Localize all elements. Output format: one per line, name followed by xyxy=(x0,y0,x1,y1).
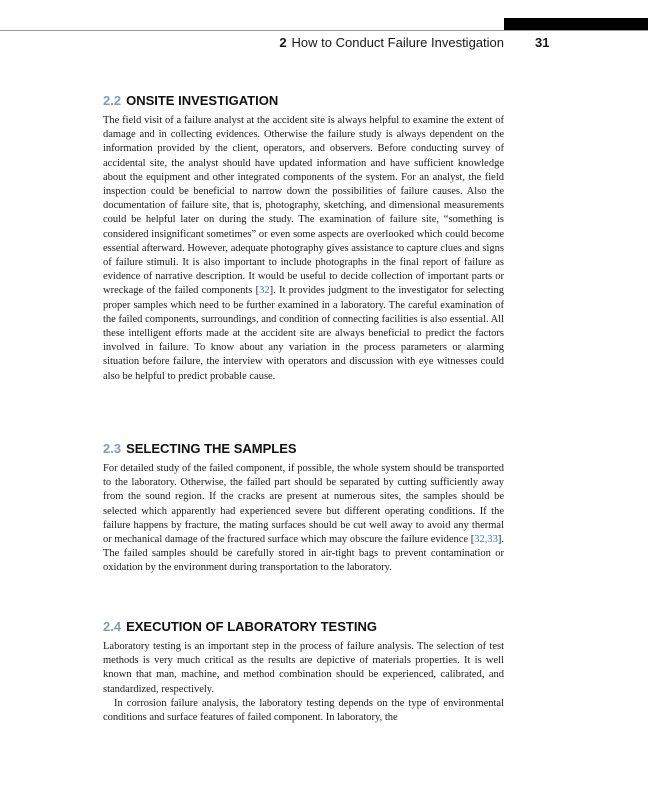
paragraph-text: For detailed study of the failed component, if possible, the whole system should be transported to the laboratory. Otherwise, the failed part should be separated by cutting sufficiently away from the sound region. If the cracks are present at numerous sites, the samples should be selected which apparently had experienced severe but different operating conditions. If the failure happens by fracture, the mating surfaces should be cut well away to avoid any thermal or mechanical damage of the fractured surface which may obscure the failure evidence [ xyxy=(103,463,504,546)
paragraph-text: The field visit of a failure analyst at the accident site is always helpful to examine the extent of damage and in collecting evidences. Otherwise the failure study is always dependent on the information provided by the client, operators, and observers. Before conducting survey of accidental site, the analyst should have updated information and have sufficient knowledge about the equipment and other integrated components of the system. For an analyst, the field inspection could be beneficial to narrow down the possibilities of failure causes. Also the documentation of failure site, that is, photography, sketching, and dimensional measurements could be helpful later on during the study. The examination of failure site, “something is considered insignificant sometimes” or even some aspects are overlooked which could become essential afterward. However, adequate photography gives assistance to capture clues and signs of failure stimuli. It is also important to include photographs in the final report of failure as evidence of narrative description. It would be useful to decide collection of important parts or wreckage of the failed components [ xyxy=(103,115,504,297)
section-heading xyxy=(103,618,504,636)
section-laboratory-testing xyxy=(103,618,504,725)
section-selecting-samples xyxy=(103,440,504,576)
section-title: SELECTING THE SAMPLES xyxy=(126,441,297,456)
header-rule xyxy=(0,30,648,31)
body-paragraph: In corrosion failure analysis, the laboratory testing depends on the type of environmental conditions and surface features of failed component. In laboratory, the xyxy=(103,697,504,724)
section-heading xyxy=(103,92,504,110)
chapter-title: How to Conduct Failure Investigation xyxy=(291,35,504,50)
running-head xyxy=(0,35,504,50)
chapter-number: 2 xyxy=(279,35,287,50)
body-paragraph xyxy=(103,114,504,384)
paragraph-text: ]. The failed samples should be carefully stored in air-tight bags to prevent contamination or oxidation by the environment during transportation to the laboratory. xyxy=(103,534,504,574)
section-onsite-investigation xyxy=(103,92,504,384)
section-title: EXECUTION OF LABORATORY TESTING xyxy=(126,619,377,634)
body-paragraph: Laboratory testing is an important step in the process of failure analysis. The selection of test methods is very much critical as the results are depictive of materials properties. It is well known that man, machine, and method combination should be experienced, calibrated, and standardized, respectively. xyxy=(103,641,504,695)
paragraph-text: ]. It provides judgment to the investigator for selecting proper samples which need to be further examined in a laboratory. The careful examination of the failed components, surroundings, and condition of connecting facilities is also essential. All these intelligent efforts made at the accident site are always beneficial to predict the factors involved in failure. To know about any variation in the process parameters or alarming situation before failure, the interview with operators and discussion with eye witnesses could also be helpful to predict probable cause. xyxy=(103,285,504,382)
page-number: 31 xyxy=(535,35,550,50)
section-heading xyxy=(103,440,504,458)
section-number: 2.2 xyxy=(103,93,122,108)
body-paragraph xyxy=(103,462,504,576)
section-number: 2.3 xyxy=(103,441,122,456)
header-black-bar xyxy=(504,18,648,30)
citation-link[interactable]: 32 xyxy=(259,285,270,297)
section-title: ONSITE INVESTIGATION xyxy=(126,93,279,108)
citation-link[interactable]: 32,33 xyxy=(474,534,498,546)
section-number: 2.4 xyxy=(103,619,122,634)
